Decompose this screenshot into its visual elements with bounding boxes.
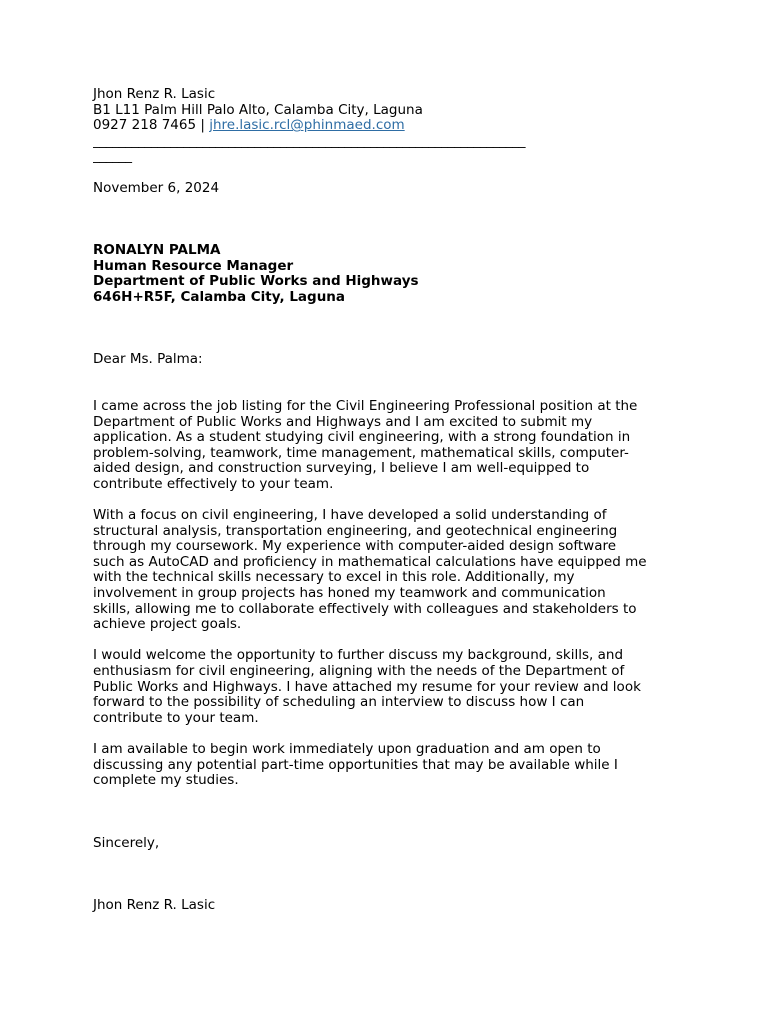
signature-name: Jhon Renz R. Lasic xyxy=(93,896,216,913)
salutation: Dear Ms. Palma: xyxy=(93,351,203,368)
paragraph-line: Department of Public Works and Highways and I am excited to submit my xyxy=(93,413,593,430)
paragraph-line: forward to the possibility of scheduling an interview to discuss how I can xyxy=(93,694,585,711)
body-paragraph-2 xyxy=(93,508,683,633)
sender-block xyxy=(93,87,683,165)
paragraph-line: complete my studies. xyxy=(93,772,239,789)
paragraph-line: with the technical skills necessary to excel in this role. Additionally, my xyxy=(93,569,575,586)
paragraph-line: structural analysis, transportation engineering, and geotechnical engineering xyxy=(93,522,618,539)
sender-name: Jhon Renz R. Lasic xyxy=(93,86,216,102)
paragraph-line: such as AutoCAD and proficiency in mathematical calculations have equipped me xyxy=(93,553,647,570)
sender-address: B1 L11 Palm Hill Palo Alto, Calamba City, Laguna xyxy=(93,101,423,118)
recipient-title: Human Resource Manager xyxy=(93,257,294,274)
body-paragraph-1 xyxy=(93,399,683,493)
paragraph-line: skills, allowing me to collaborate effectively with colleagues and stakeholders to xyxy=(93,600,637,617)
header-rule-line-1: ___________________________________________________________________ xyxy=(93,133,526,149)
paragraph-line: Public Works and Highways. I have attached my resume for your review and look xyxy=(93,678,641,695)
recipient-address: 646H+R5F, Calamba City, Laguna xyxy=(93,288,346,305)
paragraph-line: application. As a student studying civil engineering, with a strong foundation in xyxy=(93,429,631,446)
paragraph-line: contribute effectively to your team. xyxy=(93,475,334,492)
paragraph-line: I came across the job listing for the Civil Engineering Professional position at the xyxy=(93,397,638,414)
closing: Sincerely, xyxy=(93,834,160,851)
letter-date: November 6, 2024 xyxy=(93,179,220,196)
header-rule-line-2: ______ xyxy=(93,149,132,165)
paragraph-line: enthusiasm for civil engineering, aligning with the needs of the Department of xyxy=(93,663,625,679)
recipient-name: RONALYN PALMA xyxy=(93,241,221,258)
recipient-organization: Department of Public Works and Highways xyxy=(93,273,419,290)
body-paragraph-4 xyxy=(93,742,683,789)
paragraph-line: through my coursework. My experience with computer-aided design software xyxy=(93,538,617,555)
paragraph-line: With a focus on civil engineering, I have developed a solid understanding of xyxy=(93,507,607,524)
recipient-block xyxy=(93,243,683,305)
paragraph-line: aided design, and construction surveying, I believe I am well-equipped to xyxy=(93,460,590,477)
paragraph-line: involvement in group projects has honed my teamwork and communication xyxy=(93,585,606,602)
paragraph-line: I am available to begin work immediately upon graduation and am open to xyxy=(93,740,601,757)
paragraph-line: I would welcome the opportunity to further discuss my background, skills, and xyxy=(93,647,624,664)
sender-email-link[interactable]: jhre.lasic.rcl@phinmaed.com xyxy=(209,117,405,134)
cover-letter xyxy=(93,87,683,914)
paragraph-line: achieve project goals. xyxy=(93,616,242,633)
sender-phone: 0927 218 7465 | xyxy=(93,117,205,134)
paragraph-line: contribute to your team. xyxy=(93,709,259,726)
paragraph-line: problem-solving, teamwork, time management, mathematical skills, computer- xyxy=(93,444,629,461)
body-paragraph-3 xyxy=(93,648,683,726)
paragraph-line: discussing any potential part-time opportunities that may be available while I xyxy=(93,756,618,773)
sender-contact xyxy=(93,118,683,134)
